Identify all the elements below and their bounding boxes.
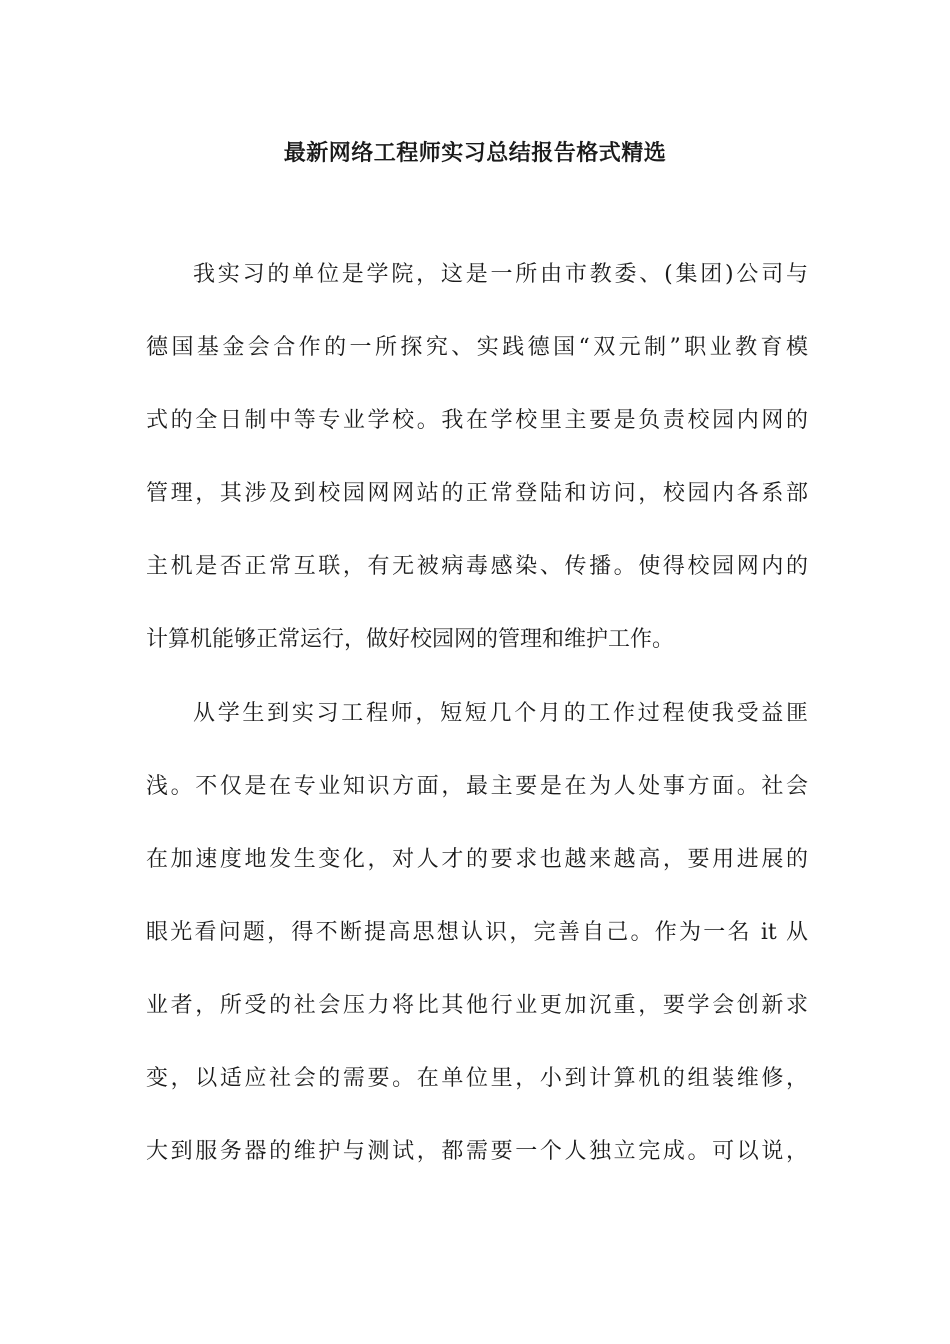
paragraph-2-line-1: 从学生到实习工程师，短短几个月的工作过程使我受益匪 bbox=[193, 700, 808, 726]
paragraph-1-line-2: 德国基金会合作的一所探究、实践德国“双元制”职业教育模 bbox=[146, 335, 808, 361]
paragraph-1-line-5: 主机是否正常互联，有无被病毒感染、传播。使得校园网内的 bbox=[146, 554, 808, 580]
paragraph-2-line-5: 业者，所受的社会压力将比其他行业更加沉重，要学会创新求 bbox=[146, 992, 808, 1018]
paragraph-1-line-6: 计算机能够正常运行，做好校园网的管理和维护工作。 bbox=[146, 627, 675, 653]
paragraph-2-line-6: 变，以适应社会的需要。在单位里，小到计算机的组装维修， bbox=[146, 1066, 808, 1092]
document-body bbox=[146, 253, 808, 1203]
document-title: 最新网络工程师实习总结报告格式精选 bbox=[283, 140, 667, 166]
paragraph-2-line-4: 眼光看问题，得不断提高思想认识，完善自己。作为一名 it 从 bbox=[146, 919, 808, 945]
paragraph-1-line-1: 我实习的单位是学院，这是一所由市教委、(集团)公司与 bbox=[193, 262, 808, 287]
paragraph-1-line-3: 式的全日制中等专业学校。我在学校里主要是负责校园内网的 bbox=[146, 408, 808, 434]
paragraph-2-line-2: 浅。不仅是在专业知识方面，最主要是在为人处事方面。社会 bbox=[146, 773, 808, 799]
paragraph-2-line-7: 大到服务器的维护与测试，都需要一个人独立完成。可以说， bbox=[146, 1139, 808, 1165]
paragraph-1-line-4: 管理，其涉及到校园网网站的正常登陆和访问，校园内各系部 bbox=[146, 481, 808, 507]
paragraph-2-line-3: 在加速度地发生变化，对人才的要求也越来越高，要用进展的 bbox=[146, 846, 808, 872]
